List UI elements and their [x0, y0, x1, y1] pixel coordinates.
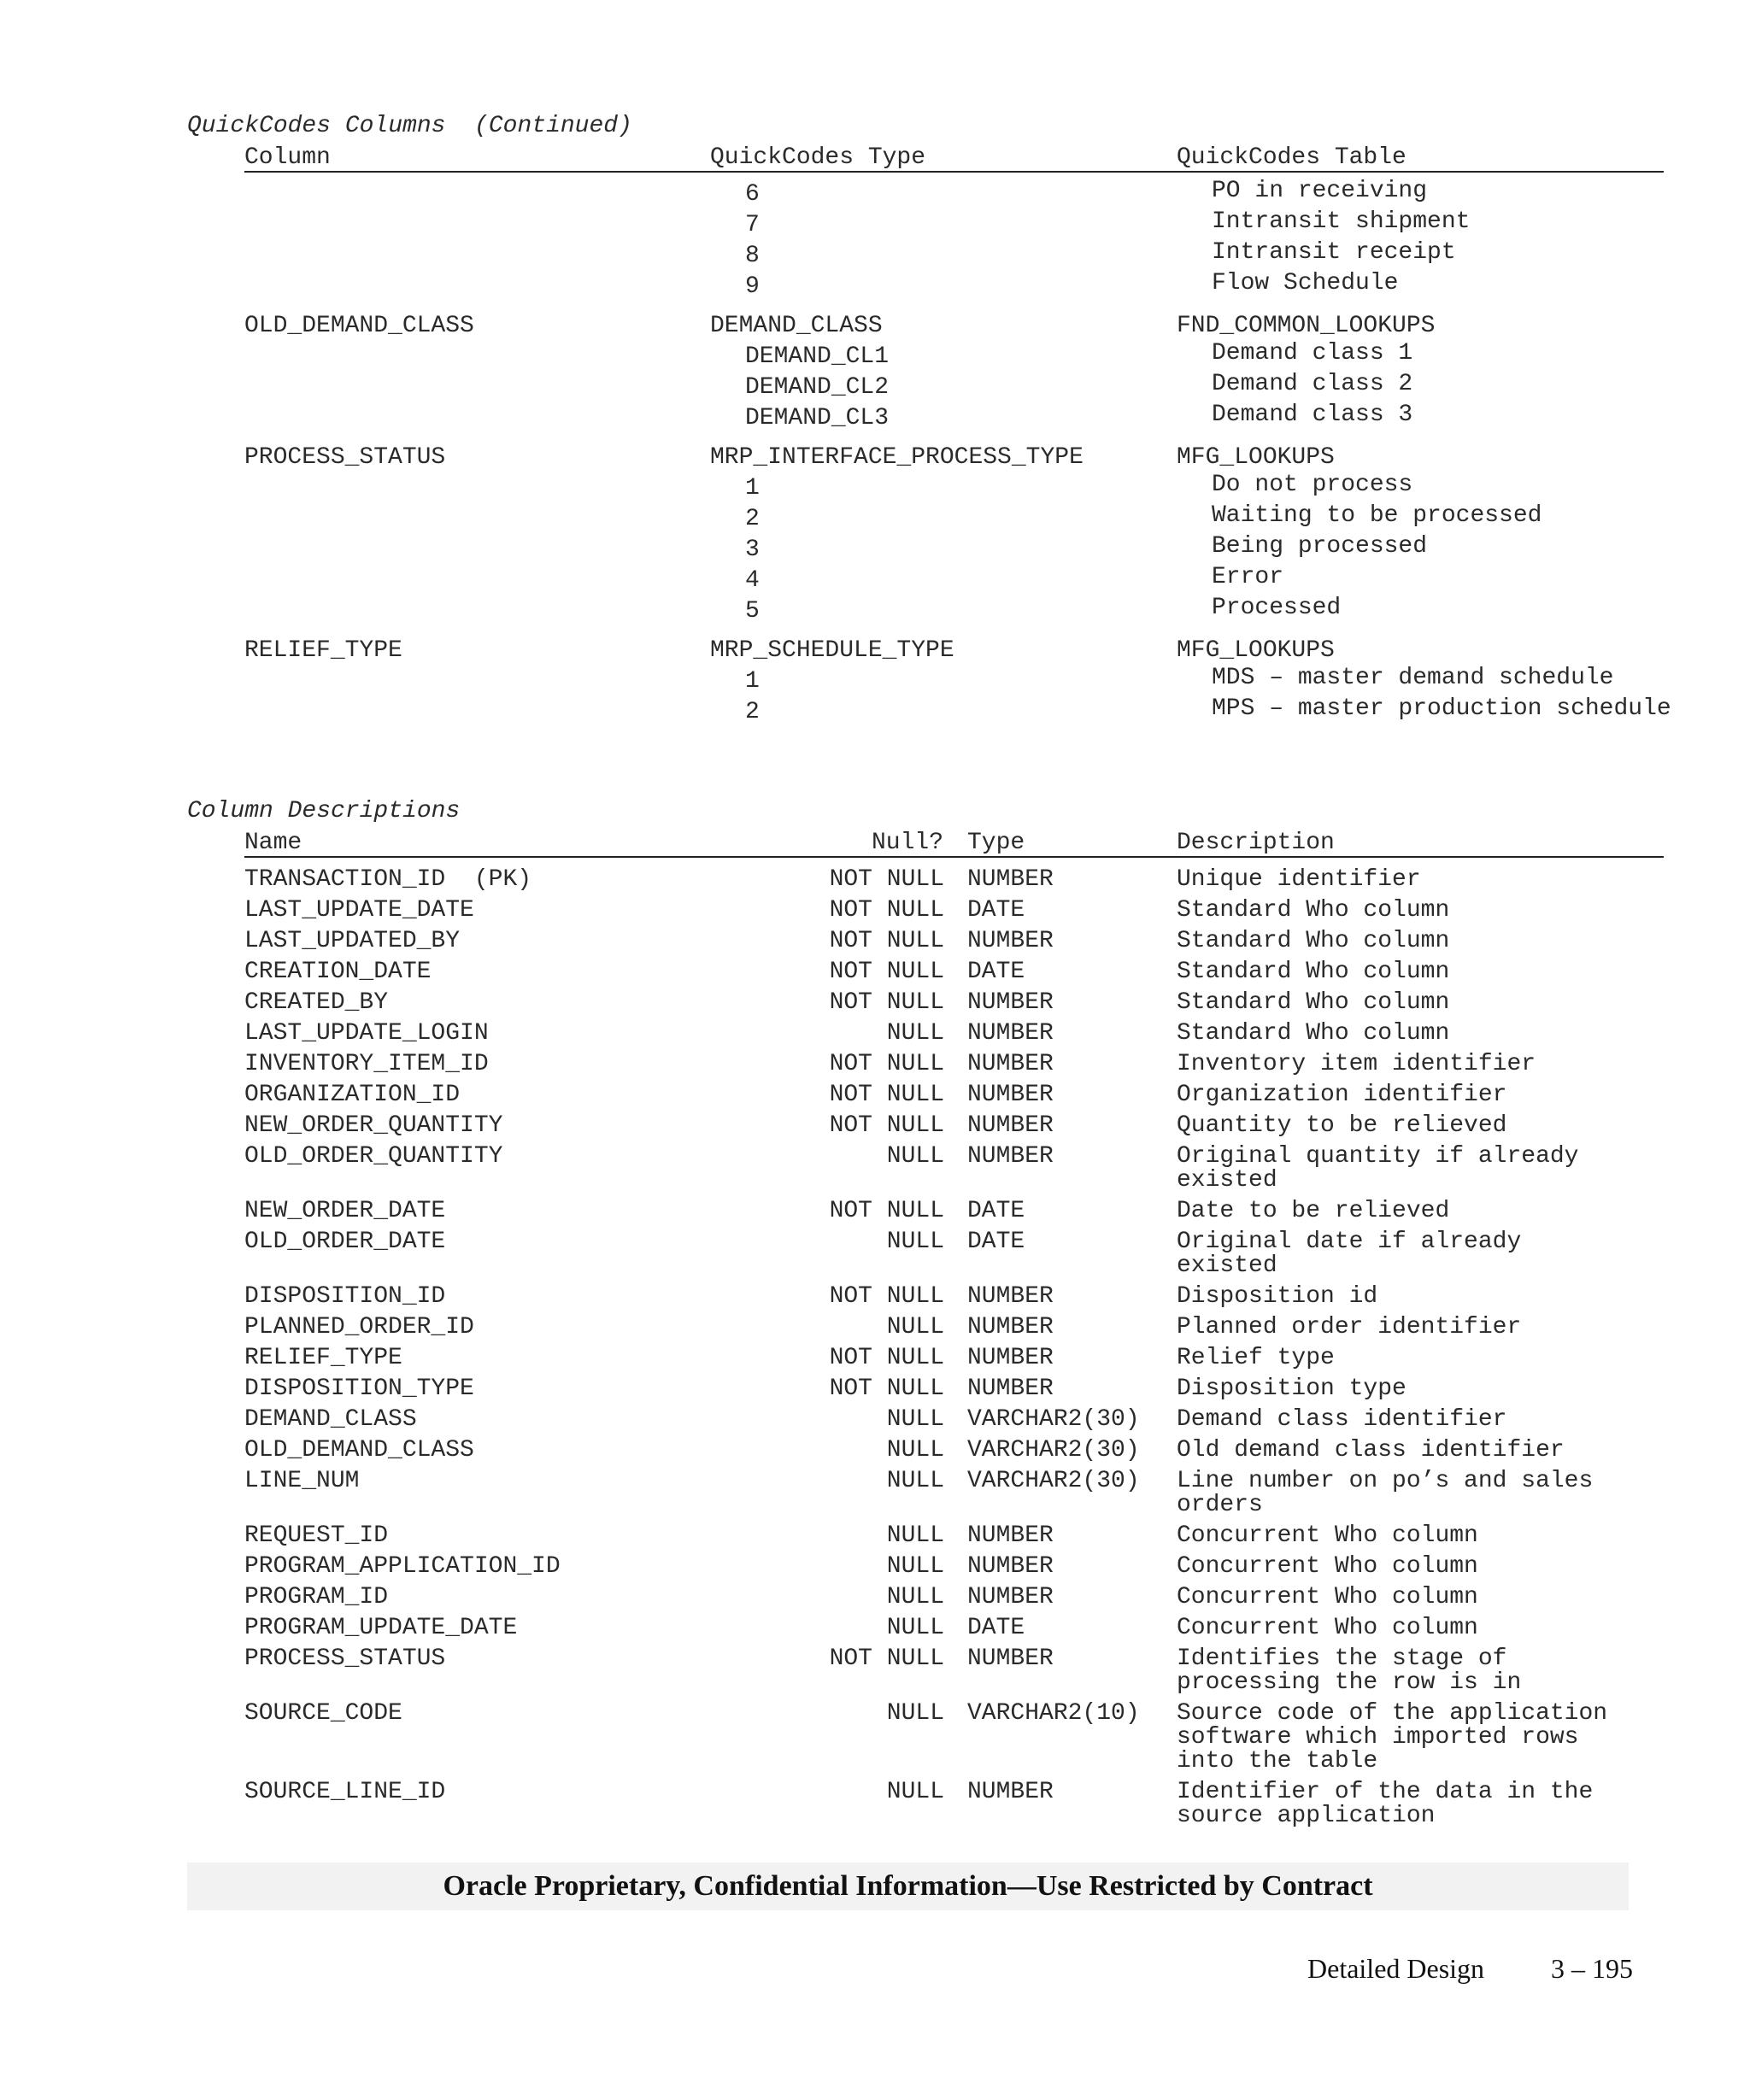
column-description: Original date if already existed — [1177, 1229, 1522, 1279]
column-description: Source code of the application software which imported rows into the table — [1177, 1700, 1608, 1774]
quickcodes-code: DEMAND_CL3 — [745, 405, 890, 431]
column-nullability: NOT NULL — [829, 928, 944, 954]
column-nullability: NOT NULL — [829, 989, 944, 1016]
column-type: DATE — [967, 1229, 1025, 1255]
quickcodes-meaning: Demand class 3 — [1212, 402, 1413, 428]
cd-header-type: Type — [967, 830, 1025, 856]
quickcodes-meaning: MDS – master demand schedule — [1212, 665, 1614, 691]
quickcodes-value-row — [0, 403, 1750, 434]
column-type: DATE — [967, 1198, 1025, 1224]
quickcodes-value-row — [0, 666, 1750, 697]
column-name: LAST_UPDATE_DATE — [244, 897, 474, 924]
column-type: NUMBER — [967, 989, 1054, 1016]
column-nullability: NULL — [886, 1615, 944, 1641]
page-number: 3 – 195 — [1551, 1953, 1633, 1984]
table-row — [0, 899, 1750, 930]
column-name: NEW_ORDER_DATE — [244, 1198, 446, 1224]
column-descriptions-section-title: Column Descriptions — [187, 798, 461, 824]
column-type: VARCHAR2(30) — [967, 1437, 1140, 1464]
quickcodes-header-type: QuickCodes Type — [710, 144, 926, 171]
table-row — [0, 1114, 1750, 1145]
column-nullability: NOT NULL — [829, 1082, 944, 1108]
column-name: LAST_UPDATED_BY — [244, 928, 461, 954]
column-name: PROCESS_STATUS — [244, 1645, 446, 1672]
quickcodes-group — [0, 311, 1750, 434]
table-row — [0, 991, 1750, 1022]
column-name: OLD_DEMAND_CLASS — [244, 1437, 474, 1464]
table-row — [0, 1083, 1750, 1114]
quickcodes-value-row — [0, 179, 1750, 210]
column-description: Concurrent Who column — [1177, 1522, 1478, 1549]
quickcodes-meaning: Demand class 1 — [1212, 340, 1413, 367]
column-description: Old demand class identifier — [1177, 1437, 1565, 1464]
column-name: NEW_ORDER_QUANTITY — [244, 1112, 503, 1139]
quickcodes-type: DEMAND_CLASS — [710, 313, 883, 339]
quickcodes-meaning: MPS – master production schedule — [1212, 695, 1671, 722]
column-description: Concurrent Who column — [1177, 1615, 1478, 1641]
column-description: Standard Who column — [1177, 959, 1450, 985]
column-nullability: NOT NULL — [829, 1645, 944, 1672]
column-type: NUMBER — [967, 1376, 1054, 1402]
quickcodes-code: 2 — [745, 506, 760, 532]
column-nullability: NOT NULL — [829, 1345, 944, 1371]
column-type: NUMBER — [967, 1283, 1054, 1310]
column-type: NUMBER — [967, 1553, 1054, 1580]
column-nullability: NULL — [886, 1143, 944, 1170]
quickcodes-code: 4 — [745, 567, 760, 594]
column-nullability: NULL — [886, 1406, 944, 1433]
quickcodes-header-column: Column — [244, 144, 331, 171]
table-row — [0, 1408, 1750, 1439]
column-name: PROGRAM_UPDATE_DATE — [244, 1615, 518, 1641]
quickcodes-value-row — [0, 241, 1750, 272]
quickcodes-column-name: OLD_DEMAND_CLASS — [244, 313, 474, 339]
table-row — [0, 1524, 1750, 1555]
quickcodes-code: 3 — [745, 537, 760, 563]
table-row — [0, 1555, 1750, 1586]
column-name: LAST_UPDATE_LOGIN — [244, 1020, 489, 1047]
column-description: Organization identifier — [1177, 1082, 1507, 1108]
cd-header-description: Description — [1177, 830, 1335, 856]
column-description: Disposition id — [1177, 1283, 1378, 1310]
column-name: DISPOSITION_ID — [244, 1283, 446, 1310]
quickcodes-value-row — [0, 473, 1750, 504]
column-name: OLD_ORDER_QUANTITY — [244, 1143, 503, 1170]
table-row — [0, 1053, 1750, 1083]
quickcodes-value-row — [0, 566, 1750, 596]
column-type: DATE — [967, 897, 1025, 924]
table-row — [0, 1316, 1750, 1346]
quickcodes-type: MRP_INTERFACE_PROCESS_TYPE — [710, 444, 1083, 471]
column-nullability: NOT NULL — [829, 959, 944, 985]
column-description: Standard Who column — [1177, 928, 1450, 954]
quickcodes-group-header — [0, 636, 1750, 666]
column-type: NUMBER — [967, 1143, 1054, 1170]
column-description: Planned order identifier — [1177, 1314, 1522, 1340]
column-type: NUMBER — [967, 1584, 1054, 1610]
column-type: NUMBER — [967, 1345, 1054, 1371]
quickcodes-column-name: RELIEF_TYPE — [244, 637, 402, 664]
column-nullability: NULL — [886, 1437, 944, 1464]
column-type: NUMBER — [967, 1314, 1054, 1340]
column-description: Relief type — [1177, 1345, 1335, 1371]
quickcodes-header-rule — [244, 171, 1664, 173]
column-description: Standard Who column — [1177, 989, 1450, 1016]
quickcodes-table-name: FND_COMMON_LOOKUPS — [1177, 313, 1436, 339]
table-row — [0, 1586, 1750, 1616]
column-description: Date to be relieved — [1177, 1198, 1450, 1224]
column-description: Unique identifier — [1177, 866, 1421, 893]
column-name: INVENTORY_ITEM_ID — [244, 1051, 489, 1077]
quickcodes-meaning: Intransit receipt — [1212, 239, 1456, 266]
quickcodes-code: 5 — [745, 598, 760, 625]
column-description: Concurrent Who column — [1177, 1584, 1478, 1610]
column-description: Quantity to be relieved — [1177, 1112, 1507, 1139]
quickcodes-column-name: PROCESS_STATUS — [244, 444, 446, 471]
column-description: Identifies the stage of processing the row is in — [1177, 1645, 1522, 1696]
column-name: ORGANIZATION_ID — [244, 1082, 461, 1108]
column-type: NUMBER — [967, 1112, 1054, 1139]
column-description: Disposition type — [1177, 1376, 1406, 1402]
column-type: NUMBER — [967, 866, 1054, 893]
column-name: CREATION_DATE — [244, 959, 432, 985]
quickcodes-code: 8 — [745, 243, 760, 269]
column-description: Standard Who column — [1177, 1020, 1450, 1047]
cd-header-rule — [244, 856, 1664, 858]
quickcodes-code: 1 — [745, 668, 760, 695]
quickcodes-value-row — [0, 272, 1750, 302]
column-description: Line number on po’s and sales orders — [1177, 1468, 1594, 1518]
column-type: NUMBER — [967, 928, 1054, 954]
column-nullability: NOT NULL — [829, 1376, 944, 1402]
column-name: DISPOSITION_TYPE — [244, 1376, 474, 1402]
column-nullability: NULL — [886, 1314, 944, 1340]
quickcodes-group-header — [0, 443, 1750, 473]
quickcodes-value-row — [0, 210, 1750, 241]
column-type: NUMBER — [967, 1645, 1054, 1672]
quickcodes-meaning: Waiting to be processed — [1212, 502, 1542, 529]
quickcodes-code: 1 — [745, 475, 760, 502]
column-type: NUMBER — [967, 1522, 1054, 1549]
column-name: LINE_NUM — [244, 1468, 360, 1494]
column-nullability: NULL — [886, 1553, 944, 1580]
quickcodes-group — [0, 636, 1750, 728]
quickcodes-header-table: QuickCodes Table — [1177, 144, 1406, 171]
quickcodes-meaning: Flow Schedule — [1212, 270, 1399, 296]
table-row — [0, 1780, 1750, 1835]
column-type: NUMBER — [967, 1020, 1054, 1047]
table-row — [0, 1616, 1750, 1647]
column-nullability: NULL — [886, 1779, 944, 1805]
cd-header-name: Name — [244, 830, 302, 856]
quickcodes-code: DEMAND_CL2 — [745, 374, 890, 401]
table-row — [0, 1200, 1750, 1230]
column-name: PLANNED_ORDER_ID — [244, 1314, 474, 1340]
column-nullability: NOT NULL — [829, 1051, 944, 1077]
column-nullability: NOT NULL — [829, 897, 944, 924]
quickcodes-code: DEMAND_CL1 — [745, 343, 890, 370]
column-type: DATE — [967, 959, 1025, 985]
cd-header-null: Null? — [872, 830, 944, 856]
table-row — [0, 960, 1750, 991]
column-nullability: NULL — [886, 1584, 944, 1610]
table-row — [0, 1647, 1750, 1702]
quickcodes-value-row — [0, 372, 1750, 403]
table-row — [0, 1285, 1750, 1316]
table-row — [0, 868, 1750, 899]
table-row — [0, 1145, 1750, 1200]
table-row — [0, 930, 1750, 960]
quickcodes-value-row — [0, 697, 1750, 728]
quickcodes-meaning: PO in receiving — [1212, 178, 1428, 204]
column-nullability: NOT NULL — [829, 866, 944, 893]
quickcodes-value-row — [0, 535, 1750, 566]
column-name: CREATED_BY — [244, 989, 389, 1016]
quickcodes-group — [0, 443, 1750, 627]
table-row — [0, 1439, 1750, 1469]
quickcodes-code: 9 — [745, 273, 760, 300]
quickcodes-meaning: Do not process — [1212, 472, 1413, 498]
column-name: OLD_ORDER_DATE — [244, 1229, 446, 1255]
table-row — [0, 1346, 1750, 1377]
column-type: NUMBER — [967, 1082, 1054, 1108]
quickcodes-table-name: MFG_LOOKUPS — [1177, 637, 1335, 664]
column-type: VARCHAR2(10) — [967, 1700, 1140, 1727]
column-descriptions-table — [0, 868, 1750, 1835]
column-nullability: NOT NULL — [829, 1198, 944, 1224]
column-description: Concurrent Who column — [1177, 1553, 1478, 1580]
column-nullability: NOT NULL — [829, 1112, 944, 1139]
column-description: Identifier of the data in the source application — [1177, 1779, 1594, 1829]
quickcodes-value-row — [0, 596, 1750, 627]
table-row — [0, 1377, 1750, 1408]
quickcodes-group-header — [0, 311, 1750, 342]
column-description: Original quantity if already existed — [1177, 1143, 1579, 1194]
column-description: Standard Who column — [1177, 897, 1450, 924]
column-nullability: NULL — [886, 1522, 944, 1549]
quickcodes-table-name: MFG_LOOKUPS — [1177, 444, 1335, 471]
quickcodes-code: 6 — [745, 181, 760, 208]
column-description: Demand class identifier — [1177, 1406, 1507, 1433]
quickcodes-value-row — [0, 342, 1750, 372]
column-type: NUMBER — [967, 1779, 1054, 1805]
column-name: PROGRAM_APPLICATION_ID — [244, 1553, 561, 1580]
quickcodes-table — [0, 179, 1750, 736]
column-name: REQUEST_ID — [244, 1522, 389, 1549]
quickcodes-meaning: Processed — [1212, 595, 1342, 621]
column-name: DEMAND_CLASS — [244, 1406, 417, 1433]
column-type: NUMBER — [967, 1051, 1054, 1077]
column-description: Inventory item identifier — [1177, 1051, 1536, 1077]
table-row — [0, 1702, 1750, 1780]
column-nullability: NULL — [886, 1700, 944, 1727]
quickcodes-meaning: Demand class 2 — [1212, 371, 1413, 397]
quickcodes-meaning: Intransit shipment — [1212, 208, 1471, 235]
quickcodes-code: 2 — [745, 699, 760, 725]
column-type: DATE — [967, 1615, 1025, 1641]
quickcodes-group — [0, 179, 1750, 302]
confidential-banner — [187, 1862, 1629, 1910]
column-name: SOURCE_LINE_ID — [244, 1779, 446, 1805]
column-name: RELIEF_TYPE — [244, 1345, 402, 1371]
column-nullability: NULL — [886, 1020, 944, 1047]
quickcodes-section-title: QuickCodes Columns (Continued) — [187, 113, 632, 139]
table-row — [0, 1022, 1750, 1053]
quickcodes-code: 7 — [745, 212, 760, 238]
quickcodes-value-row — [0, 504, 1750, 535]
quickcodes-meaning: Error — [1212, 564, 1284, 590]
column-nullability: NULL — [886, 1229, 944, 1255]
table-row — [0, 1230, 1750, 1285]
column-nullability: NOT NULL — [829, 1283, 944, 1310]
column-name: PROGRAM_ID — [244, 1584, 389, 1610]
footer-section-name: Detailed Design — [1307, 1953, 1485, 1984]
quickcodes-type: MRP_SCHEDULE_TYPE — [710, 637, 954, 664]
column-type: VARCHAR2(30) — [967, 1406, 1140, 1433]
quickcodes-meaning: Being processed — [1212, 533, 1428, 560]
confidential-text: Oracle Proprietary, Confidential Information––Use Restricted by Contract — [443, 1870, 1373, 1902]
column-type: VARCHAR2(30) — [967, 1468, 1140, 1494]
table-row — [0, 1469, 1750, 1524]
column-nullability: NULL — [886, 1468, 944, 1494]
column-name: TRANSACTION_ID (PK) — [244, 866, 532, 893]
column-name: SOURCE_CODE — [244, 1700, 402, 1727]
